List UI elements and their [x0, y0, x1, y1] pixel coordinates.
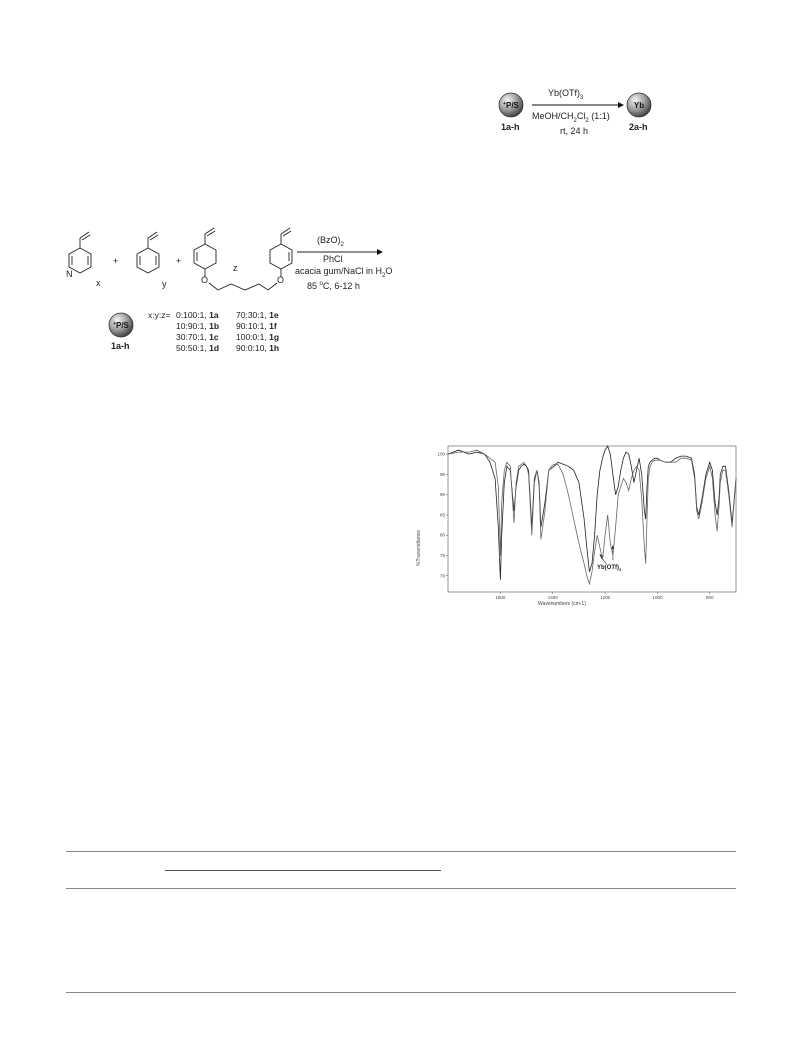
ratios-left-column — [176, 310, 219, 354]
scheme2-reagent: $(BzO)_2$ — [317, 235, 344, 248]
x-tick-label: 800 — [706, 595, 714, 600]
oxygen-label-2: O — [277, 275, 285, 285]
scheme1-start-compound-label: 1a-h — [501, 122, 520, 132]
table-header-rule — [165, 870, 441, 871]
ratio-head: x:y:z= — [148, 310, 171, 320]
ir-spectrum-figure — [418, 440, 743, 612]
y-tick-label: 70 — [439, 573, 445, 579]
ratios-right-column — [236, 310, 279, 354]
ratio-row: 10:90:1, 1b — [176, 321, 220, 331]
plus-sign-1: + — [113, 256, 119, 266]
x-tick-label: 1200 — [600, 595, 611, 600]
vinylpyridine-structure — [69, 232, 91, 273]
ir-spectrum-chart — [418, 440, 743, 612]
y-tick-label: 85 — [439, 512, 445, 518]
x-tick-label: 1400 — [547, 595, 558, 600]
x-axis-label: Wavenumbers (cm-1) — [538, 601, 586, 607]
bead-product-label: Yb — [633, 101, 645, 110]
oxygen-label-1: O — [201, 275, 209, 285]
ratio-row: 70:30:1, 1e — [236, 310, 279, 320]
var-z-label: z — [233, 263, 238, 273]
scheme2-solvent: PhCl — [323, 254, 343, 264]
plus-sign-2: + — [176, 256, 182, 266]
table-bottom-rule — [66, 992, 736, 993]
scheme1-reagent: $Yb(OTf)_3$ — [548, 88, 584, 101]
scheme1-product-label: 2a-h — [629, 122, 648, 132]
yb-otf-annotation: $Yb(OTf)_3$ — [597, 565, 622, 573]
y-tick-label: 80 — [439, 532, 445, 538]
table-mid-rule — [66, 888, 736, 889]
scheme2-temperature: 85 $^o$C, 6-12 h — [307, 281, 360, 291]
x-tick-label: 1600 — [495, 595, 506, 600]
var-x-label: x — [96, 278, 101, 288]
styrene-structure — [137, 232, 159, 273]
ylabel-wrapper — [416, 480, 428, 570]
scheme-immobilization — [490, 80, 670, 150]
y-tick-label: 95 — [439, 471, 445, 477]
bead-label: +P/S — [113, 321, 129, 330]
table-top-rule — [66, 851, 736, 852]
scheme-polymerization — [55, 220, 405, 370]
ratio-row: 90:10:1, 1f — [236, 321, 277, 331]
bead-start-label: +P/S — [503, 101, 519, 110]
var-y-label: y — [162, 279, 167, 289]
pyridine-n-label: N — [66, 269, 73, 279]
y-axis-label: %Transmittance — [416, 530, 422, 566]
y-tick-label: 75 — [439, 553, 445, 558]
ratio-row: 90:0:10, 1h — [236, 343, 280, 353]
scheme-polymerization-graphic — [55, 220, 405, 370]
y-tick-label: 100 — [437, 451, 445, 457]
ratio-row: 50:50:1, 1d — [176, 343, 220, 353]
y-tick-label: 90 — [439, 492, 445, 498]
scheme2-medium: acacia gum/NaCl in $H_2O$ — [295, 266, 393, 279]
x-tick-label: 1000 — [652, 595, 663, 600]
scheme1-conditions-solvent: MeOH/$CH_2Cl_2$ (1:1) — [532, 111, 610, 124]
ratio-row: 0:100:1, 1a — [176, 310, 219, 320]
ratio-row: 30:70:1, 1c — [176, 332, 219, 342]
scheme1-conditions-time: rt, 24 h — [560, 126, 589, 136]
bead-caption: 1a-h — [111, 341, 130, 351]
ratio-row: 100:0:1, 1g — [236, 332, 280, 342]
